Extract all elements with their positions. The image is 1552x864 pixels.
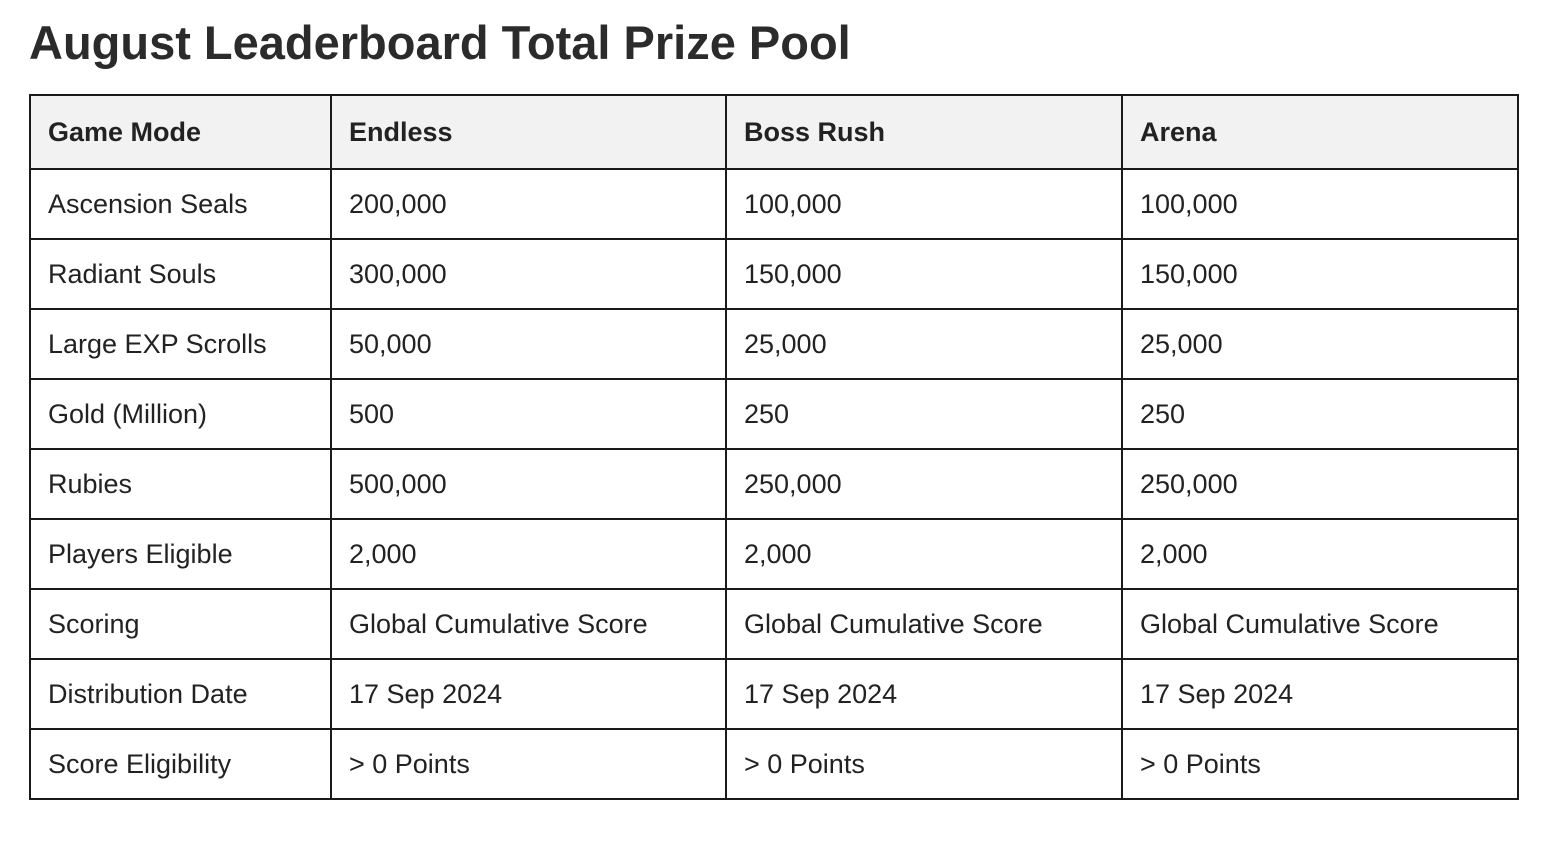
cell-endless: 200,000 (331, 169, 726, 239)
row-label: Rubies (30, 449, 331, 519)
table-row (30, 379, 1518, 449)
cell-boss-rush: Global Cumulative Score (726, 589, 1122, 659)
row-label: Scoring (30, 589, 331, 659)
cell-endless: 50,000 (331, 309, 726, 379)
cell-boss-rush: 250,000 (726, 449, 1122, 519)
row-label: Distribution Date (30, 659, 331, 729)
table-row (30, 239, 1518, 309)
row-label: Score Eligibility (30, 729, 331, 799)
cell-endless: 2,000 (331, 519, 726, 589)
cell-arena: 100,000 (1122, 169, 1518, 239)
cell-endless: 300,000 (331, 239, 726, 309)
table-body (30, 169, 1518, 799)
table-row (30, 309, 1518, 379)
cell-arena: Global Cumulative Score (1122, 589, 1518, 659)
cell-arena: 250,000 (1122, 449, 1518, 519)
cell-arena: > 0 Points (1122, 729, 1518, 799)
table-row (30, 169, 1518, 239)
table-row (30, 449, 1518, 519)
table-header (30, 95, 1518, 169)
table-row (30, 659, 1518, 729)
table-row (30, 589, 1518, 659)
cell-boss-rush: 2,000 (726, 519, 1122, 589)
cell-endless: > 0 Points (331, 729, 726, 799)
row-label: Gold (Million) (30, 379, 331, 449)
cell-boss-rush: 100,000 (726, 169, 1122, 239)
header-boss-rush: Boss Rush (726, 95, 1122, 169)
row-label: Radiant Souls (30, 239, 331, 309)
header-endless: Endless (331, 95, 726, 169)
cell-boss-rush: 25,000 (726, 309, 1122, 379)
row-label: Players Eligible (30, 519, 331, 589)
cell-boss-rush: > 0 Points (726, 729, 1122, 799)
cell-arena: 2,000 (1122, 519, 1518, 589)
table-row (30, 729, 1518, 799)
cell-arena: 25,000 (1122, 309, 1518, 379)
cell-boss-rush: 250 (726, 379, 1122, 449)
row-label: Large EXP Scrolls (30, 309, 331, 379)
cell-endless: Global Cumulative Score (331, 589, 726, 659)
header-arena: Arena (1122, 95, 1518, 169)
page-title: August Leaderboard Total Prize Pool (29, 16, 851, 69)
cell-arena: 250 (1122, 379, 1518, 449)
cell-arena: 150,000 (1122, 239, 1518, 309)
cell-boss-rush: 17 Sep 2024 (726, 659, 1122, 729)
cell-arena: 17 Sep 2024 (1122, 659, 1518, 729)
cell-boss-rush: 150,000 (726, 239, 1122, 309)
cell-endless: 500 (331, 379, 726, 449)
cell-endless: 500,000 (331, 449, 726, 519)
prize-pool-table (29, 94, 1519, 800)
cell-endless: 17 Sep 2024 (331, 659, 726, 729)
header-row (30, 95, 1518, 169)
table-row (30, 519, 1518, 589)
header-game-mode: Game Mode (30, 95, 331, 169)
row-label: Ascension Seals (30, 169, 331, 239)
